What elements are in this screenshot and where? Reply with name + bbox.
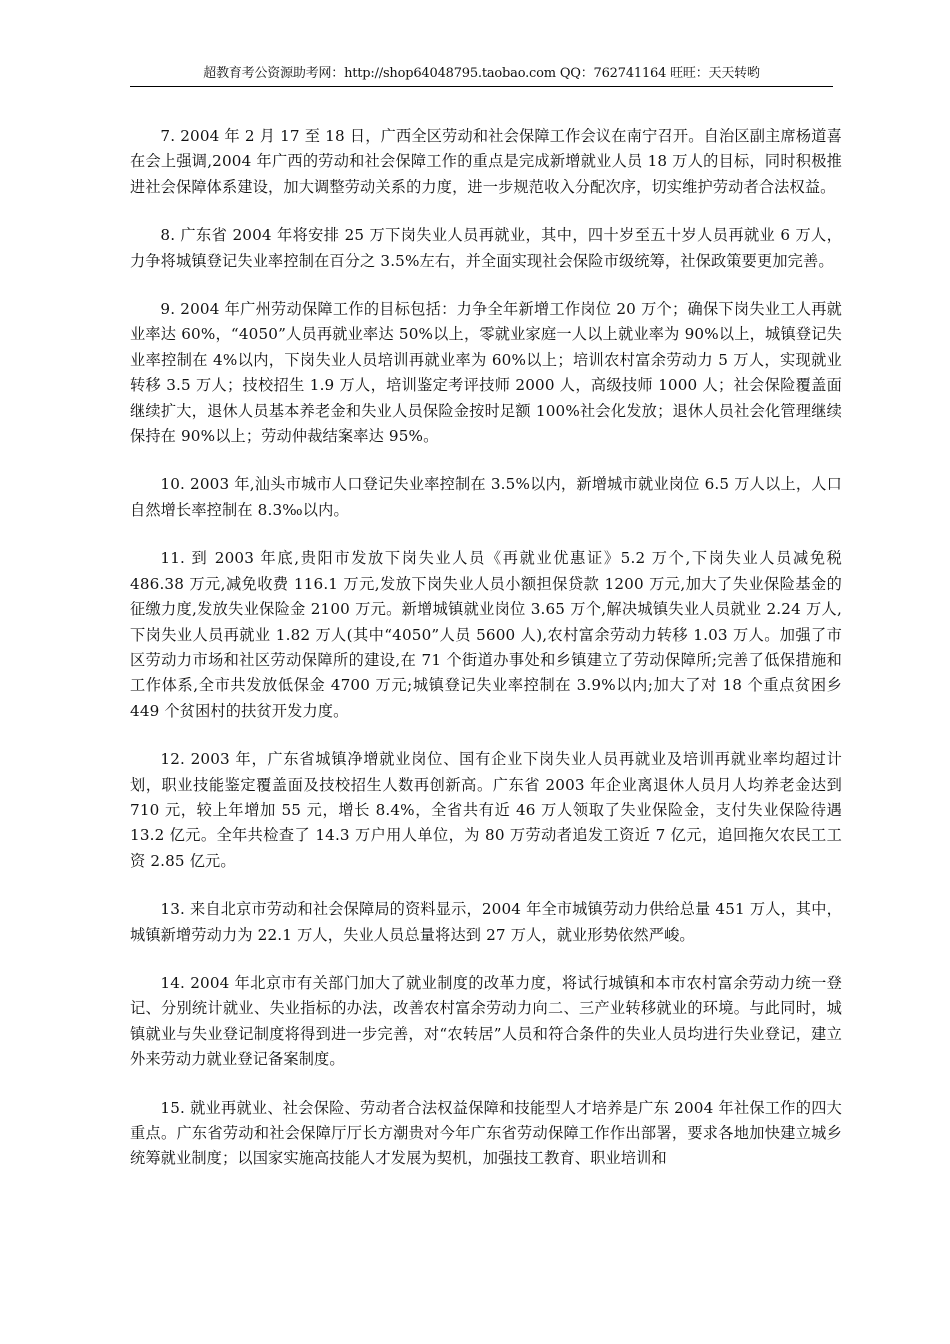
paragraph-8: 8. 广东省 2004 年将安排 25 万下岗失业人员再就业，其中，四十岁至五十岁人员再就业 6 万人，力争将城镇登记失业率控制在百分之 3.5%左右，并全面实现社会保险市级统筹，社保政策要更加完善。 (130, 226, 842, 270)
header-divider (130, 86, 833, 87)
paragraph-12: 12. 2003 年，广东省城镇净增就业岗位、国有企业下岗失业人员再就业及培训再就业率均超过计划，职业技能鉴定覆盖面及技校招生人数再创新高。广东省 2003 年企业离退休人员月人均养老金达到 710 元，较上年增加 55 元，增长 8.4%，全省共有近 46 万人领取了失业保险金，支付失业保险待遇 13.2 亿元。全年共检查了 14.3 万户用人单位，为 80 万劳动者追发工资近 7 亿元，追回拖欠农民工工资 2.85 亿元。 (130, 750, 842, 870)
document-body (130, 124, 842, 1195)
paragraph-11: 11. 到 2003 年底,贵阳市发放下岗失业人员《再就业优惠证》5.2 万个,下岗失业人员减免税 486.38 万元,减免收费 116.1 万元,发放下岗失业人员小额担保贷款 1200 万元,加大了失业保险基金的征缴力度,发放失业保险金 2100 万元。新增城镇就业岗位 3.65 万个,解决城镇失业人员就业 2.24 万人,下岗失业人员再就业 1.82 万人(其中“4050”人员 5600 人),农村富余劳动力转移 1.03 万人。加强了市区劳动力市场和社区劳动保障所的建设,在 71 个街道办事处和乡镇建立了劳动保障所;完善了低保措施和工作体系,全市共发放低保金 4700 万元;城镇登记失业率控制在 3.9%以内;加大了对 18 个重点贫困乡 449 个贫困村的扶贫开发力度。 (130, 549, 842, 720)
paragraph-14: 14. 2004 年北京市有关部门加大了就业制度的改革力度，将试行城镇和本市农村富余劳动力统一登记、分别统计就业、失业指标的办法，改善农村富余劳动力向二、三产业转移就业的环境。与此同时，城镇就业与失业登记制度将得到进一步完善，对“农转居”人员和符合条件的失业人员均进行失业登记，建立外来劳动力就业登记备案制度。 (130, 973, 842, 1069)
paragraph-13: 13. 来自北京市劳动和社会保障局的资料显示，2004 年全市城镇劳动力供给总量 451 万人，其中，城镇新增劳动力为 22.1 万人，失业人员总量将达到 27 万人，就业形势依然严峻。 (130, 900, 842, 944)
paragraph-10: 10. 2003 年,汕头市城市人口登记失业率控制在 3.5%以内，新增城市就业岗位 6.5 万人以上，人口自然增长率控制在 8.3‰以内。 (130, 475, 842, 519)
page-header: 超教育考公资源助考网：http://shop64048795.taobao.com QQ：762741164 旺旺：天天转哟 (203, 66, 760, 81)
paragraph-9: 9. 2004 年广州劳动保障工作的目标包括：力争全年新增工作岗位 20 万个；确保下岗失业工人再就业率达 60%，“4050”人员再就业率达 50%以上，零就业家庭一人以上就业率为 90%以上，城镇登记失业率控制在 4%以内，下岗失业人员培训再就业率为 60%以上；培训农村富余劳动力 5 万人，实现就业转移 3.5 万人；技校招生 1.9 万人，培训鉴定考评技师 2000 人，高级技师 1000 人；社会保险覆盖面继续扩大，退休人员基本养老金和失业人员保险金按时足额 100%社会化发放；退休人员社会化管理继续保持在 90%以上；劳动仲裁结案率达 95%。 (130, 300, 842, 446)
paragraph-7: 7. 2004 年 2 月 17 至 18 日，广西全区劳动和社会保障工作会议在南宁召开。自治区副主席杨道喜在会上强调,2004 年广西的劳动和社会保障工作的重点是完成新增就业人员 18 万人的目标，同时积极推进社会保障体系建设，加大调整劳动关系的力度，进一步规范收入分配次序，切实维护劳动者合法权益。 (130, 127, 842, 196)
paragraph-15: 15. 就业再就业、社会保险、劳动者合法权益保障和技能型人才培养是广东 2004 年社保工作的四大重点。广东省劳动和社会保障厅厅长方潮贵对今年广东省劳动保障工作作出部署，要求各地加快建立城乡统筹就业制度；以国家实施高技能人才发展为契机，加强技工教育、职业培训和 (130, 1098, 842, 1168)
